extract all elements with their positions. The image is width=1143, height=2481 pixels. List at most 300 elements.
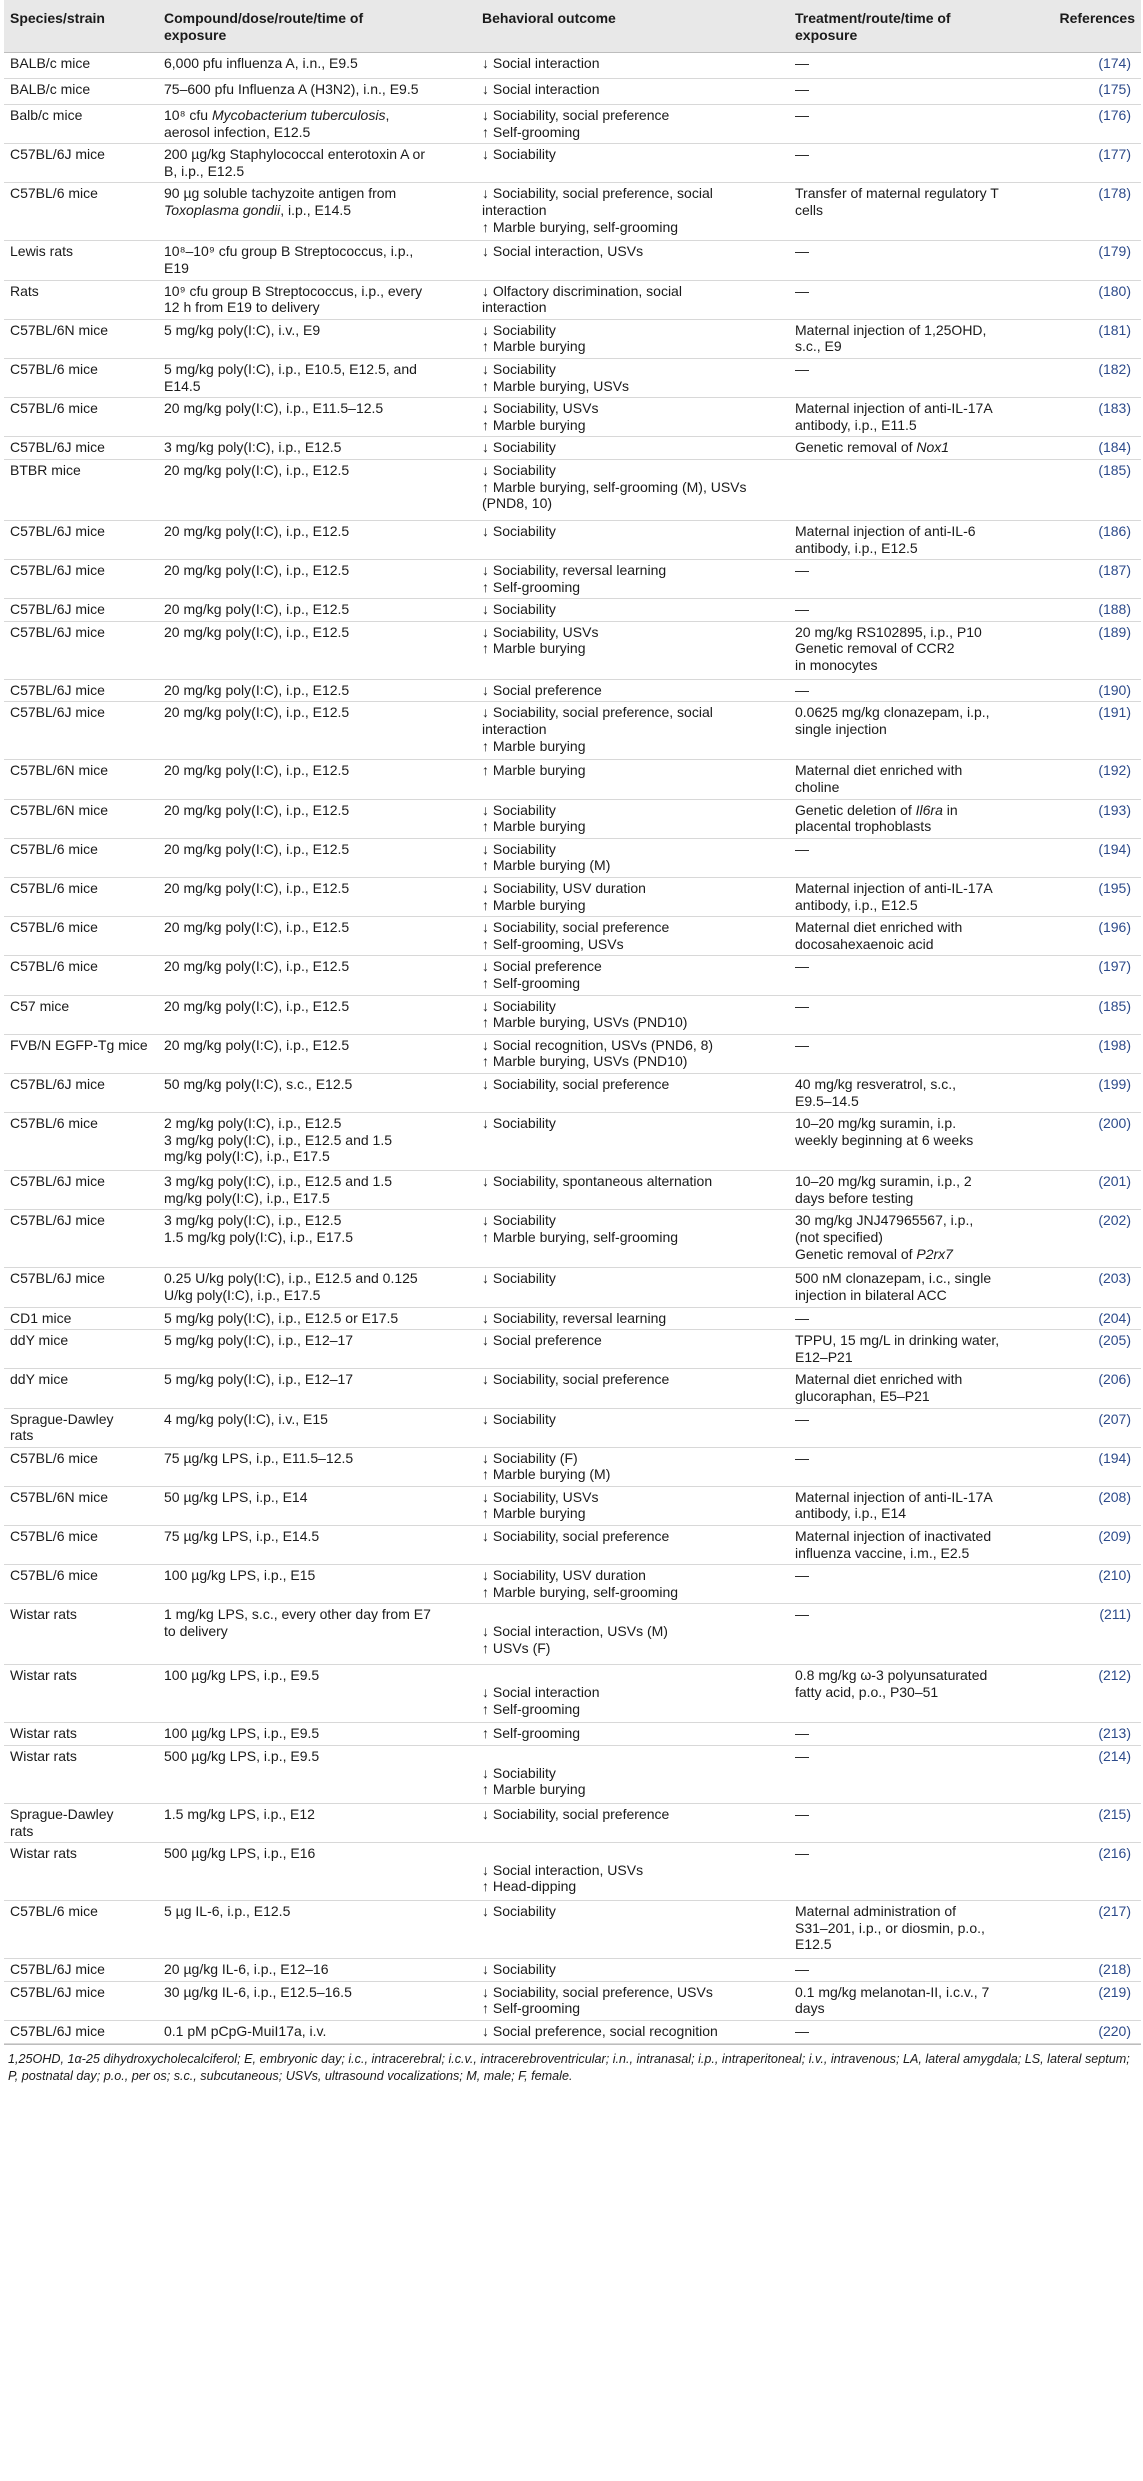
table-row [4, 1901, 1141, 1959]
cell-compound: 0.1 pM pCpG-MuiI17a, i.v. [158, 2021, 476, 2044]
cell-species: C57BL/6J mice [4, 599, 158, 622]
cell-behavior: ↓ Sociability (F) ↑ Marble burying (M) [476, 1447, 789, 1486]
cell-species: C57BL/6 mice [4, 917, 158, 956]
cell-treatment: — [789, 1034, 1053, 1073]
cell-treatment: 20 mg/kg RS102895, i.p., P10 Genetic removal of CCR2 in monocytes [789, 621, 1053, 679]
table-row [4, 1723, 1141, 1746]
cell-reference: (183) [1053, 398, 1141, 437]
cell-behavior: ↓ Sociability ↑ Marble burying, self-grooming (M), USVs (PND8, 10) [476, 459, 789, 520]
header-references: References [1053, 0, 1141, 53]
table-row [4, 358, 1141, 397]
cell-compound: 20 mg/kg poly(I:C), i.p., E12.5 [158, 560, 476, 599]
table-row [4, 1307, 1141, 1330]
cell-treatment: Maternal injection of 1,25OHD, s.c., E9 [789, 319, 1053, 358]
cell-reference: (194) [1053, 1447, 1141, 1486]
header-species: Species/strain [4, 0, 158, 53]
cell-behavior: ↓ Sociability ↑ Marble burying [476, 319, 789, 358]
table-row [4, 398, 1141, 437]
cell-behavior: ↓ Sociability, USVs ↑ Marble burying [476, 1486, 789, 1525]
cell-compound: 20 mg/kg poly(I:C), i.p., E12.5 [158, 838, 476, 877]
cell-species: Sprague-Dawley rats [4, 1408, 158, 1447]
cell-reference: (202) [1053, 1210, 1141, 1268]
cell-reference: (178) [1053, 183, 1141, 241]
cell-reference: (176) [1053, 105, 1141, 144]
cell-reference: (210) [1053, 1565, 1141, 1604]
cell-species: C57BL/6 mice [4, 1113, 158, 1171]
cell-behavior: ↓ Social interaction, USVs (M) ↑ USVs (F) [476, 1604, 789, 1665]
cell-treatment: — [789, 995, 1053, 1034]
table-row [4, 1330, 1141, 1369]
cell-reference: (191) [1053, 702, 1141, 760]
cell-treatment: — [789, 1723, 1053, 1746]
cell-compound: 5 µg IL-6, i.p., E12.5 [158, 1901, 476, 1959]
cell-reference: (216) [1053, 1843, 1141, 1901]
cell-species: C57BL/6J mice [4, 702, 158, 760]
header-compound: Compound/dose/route/time of exposure [158, 0, 476, 53]
cell-species: Wistar rats [4, 1746, 158, 1804]
cell-treatment: — [789, 1843, 1053, 1901]
cell-species: Sprague-Dawley rats [4, 1804, 158, 1843]
cell-behavior: ↓ Sociability, social preference [476, 1073, 789, 1112]
cell-reference: (209) [1053, 1526, 1141, 1565]
cell-treatment: — [789, 1746, 1053, 1804]
cell-reference: (194) [1053, 838, 1141, 877]
cell-reference: (186) [1053, 520, 1141, 559]
cell-compound: 50 µg/kg LPS, i.p., E14 [158, 1486, 476, 1525]
table-footnote: 1,25OHD, 1α-25 dihydroxycholecalciferol; E, embryonic day; i.c., intracerebral; i.c.v., intracerebroventricular; i.n., intranasal; i.p., intraperitoneal; i.v., intravenous; LA, lateral amygdala; LS, lateral septum; P, postnatal day; p.o., per os; s.c., subcutaneous; USVs, ultrasound vocalizations; M, male; F, female. [4, 2044, 1141, 2085]
cell-treatment: Maternal diet enriched with choline [789, 760, 1053, 799]
cell-behavior: ↓ Sociability, social preference, social interaction ↑ Marble burying [476, 702, 789, 760]
table-row [4, 1804, 1141, 1843]
table-row [4, 1486, 1141, 1525]
cell-treatment: Maternal diet enriched with glucoraphan, E5–P21 [789, 1369, 1053, 1408]
cell-reference: (200) [1053, 1113, 1141, 1171]
cell-reference: (187) [1053, 560, 1141, 599]
cell-species: C57BL/6J mice [4, 437, 158, 460]
cell-reference: (206) [1053, 1369, 1141, 1408]
cell-species: Wistar rats [4, 1604, 158, 1665]
table-row [4, 917, 1141, 956]
cell-compound: 20 mg/kg poly(I:C), i.p., E12.5 [158, 599, 476, 622]
cell-compound: 20 µg/kg IL-6, i.p., E12–16 [158, 1959, 476, 1982]
cell-reference: (192) [1053, 760, 1141, 799]
cell-behavior: ↓ Social preference ↑ Self-grooming [476, 956, 789, 995]
cell-reference: (215) [1053, 1804, 1141, 1843]
table-row [4, 599, 1141, 622]
cell-behavior: ↓ Sociability, spontaneous alternation [476, 1171, 789, 1210]
table-row [4, 1369, 1141, 1408]
cell-treatment: — [789, 280, 1053, 319]
cell-reference: (199) [1053, 1073, 1141, 1112]
table-row [4, 878, 1141, 917]
cell-compound: 20 mg/kg poly(I:C), i.p., E12.5 [158, 878, 476, 917]
table-row [4, 1959, 1141, 1982]
header-treatment: Treatment/route/time of exposure [789, 0, 1053, 53]
table-row [4, 53, 1141, 79]
table-row [4, 1210, 1141, 1268]
cell-behavior: ↓ Social interaction [476, 79, 789, 105]
cell-compound: 75 µg/kg LPS, i.p., E11.5–12.5 [158, 1447, 476, 1486]
cell-treatment: — [789, 241, 1053, 280]
cell-treatment: Maternal injection of anti-IL-17A antibody, i.p., E12.5 [789, 878, 1053, 917]
cell-reference: (189) [1053, 621, 1141, 679]
cell-species: Lewis rats [4, 241, 158, 280]
cell-species: Balb/c mice [4, 105, 158, 144]
cell-species: C57BL/6 mice [4, 878, 158, 917]
cell-reference: (217) [1053, 1901, 1141, 1959]
cell-treatment: — [789, 1408, 1053, 1447]
cell-species: C57BL/6J mice [4, 1210, 158, 1268]
data-table [4, 0, 1141, 2044]
cell-reference: (207) [1053, 1408, 1141, 1447]
table-row [4, 105, 1141, 144]
cell-species: C57BL/6 mice [4, 1565, 158, 1604]
cell-behavior: ↓ Sociability, USV duration ↑ Marble burying, self-grooming [476, 1565, 789, 1604]
table-row [4, 1268, 1141, 1307]
cell-species: C57BL/6 mice [4, 183, 158, 241]
cell-species: C57BL/6J mice [4, 1268, 158, 1307]
cell-behavior: ↓ Sociability, social preference ↑ Self-grooming [476, 105, 789, 144]
cell-treatment: Maternal injection of anti-IL-17A antibody, i.p., E11.5 [789, 398, 1053, 437]
cell-compound: 20 mg/kg poly(I:C), i.p., E12.5 [158, 459, 476, 520]
cell-compound: 100 µg/kg LPS, i.p., E9.5 [158, 1723, 476, 1746]
table-row [4, 459, 1141, 520]
table-row [4, 1665, 1141, 1723]
cell-behavior: ↓ Sociability [476, 437, 789, 460]
cell-compound: 20 mg/kg poly(I:C), i.p., E12.5 [158, 1034, 476, 1073]
cell-compound: 5 mg/kg poly(I:C), i.p., E12–17 [158, 1369, 476, 1408]
cell-compound: 200 µg/kg Staphylococcal enterotoxin A or B, i.p., E12.5 [158, 144, 476, 183]
table-row [4, 799, 1141, 838]
table-row [4, 1526, 1141, 1565]
cell-behavior: ↓ Sociability ↑ Marble burying (M) [476, 838, 789, 877]
cell-reference: (203) [1053, 1268, 1141, 1307]
table-row [4, 621, 1141, 679]
cell-treatment: — [789, 599, 1053, 622]
cell-treatment: Maternal injection of anti-IL-17A antibody, i.p., E14 [789, 1486, 1053, 1525]
cell-behavior: ↓ Sociability [476, 1408, 789, 1447]
cell-treatment: Maternal injection of inactivated influenza vaccine, i.m., E2.5 [789, 1526, 1053, 1565]
cell-compound: 20 mg/kg poly(I:C), i.p., E12.5 [158, 995, 476, 1034]
cell-behavior: ↓ Social interaction, USVs [476, 241, 789, 280]
cell-treatment: — [789, 1565, 1053, 1604]
cell-reference: (175) [1053, 79, 1141, 105]
cell-behavior: ↓ Sociability, social preference [476, 1369, 789, 1408]
cell-species: Rats [4, 280, 158, 319]
cell-compound: 5 mg/kg poly(I:C), i.p., E10.5, E12.5, and E14.5 [158, 358, 476, 397]
cell-reference: (205) [1053, 1330, 1141, 1369]
cell-reference: (180) [1053, 280, 1141, 319]
cell-species: C57BL/6J mice [4, 560, 158, 599]
cell-treatment: — [789, 1804, 1053, 1843]
cell-compound: 6,000 pfu influenza A, i.n., E9.5 [158, 53, 476, 79]
cell-compound: 0.25 U/kg poly(I:C), i.p., E12.5 and 0.125 U/kg poly(I:C), i.p., E17.5 [158, 1268, 476, 1307]
cell-species: C57BL/6 mice [4, 1901, 158, 1959]
cell-reference: (219) [1053, 1981, 1141, 2020]
cell-behavior: ↓ Sociability [476, 1268, 789, 1307]
cell-behavior: ↓ Social preference [476, 1330, 789, 1369]
cell-reference: (213) [1053, 1723, 1141, 1746]
cell-behavior: ↓ Sociability, social preference, social interaction ↑ Marble burying, self-grooming [476, 183, 789, 241]
header-behavior: Behavioral outcome [476, 0, 789, 53]
cell-compound: 100 µg/kg LPS, i.p., E9.5 [158, 1665, 476, 1723]
cell-compound: 500 µg/kg LPS, i.p., E9.5 [158, 1746, 476, 1804]
cell-species: C57BL/6J mice [4, 679, 158, 702]
cell-treatment: Genetic removal of Nox1 [789, 437, 1053, 460]
cell-species: ddY mice [4, 1330, 158, 1369]
table-row [4, 183, 1141, 241]
cell-species: ddY mice [4, 1369, 158, 1408]
cell-species: C57BL/6J mice [4, 144, 158, 183]
table-row [4, 1447, 1141, 1486]
cell-reference: (196) [1053, 917, 1141, 956]
cell-treatment: — [789, 144, 1053, 183]
table-row [4, 1408, 1141, 1447]
cell-treatment: — [789, 679, 1053, 702]
cell-compound: 90 µg soluble tachyzoite antigen from Toxoplasma gondii, i.p., E14.5 [158, 183, 476, 241]
cell-behavior: ↓ Social recognition, USVs (PND6, 8) ↑ Marble burying, USVs (PND10) [476, 1034, 789, 1073]
cell-treatment: 0.8 mg/kg ω-3 polyunsaturated fatty acid, p.o., P30–51 [789, 1665, 1053, 1723]
table-row [4, 79, 1141, 105]
cell-species: C57BL/6 mice [4, 358, 158, 397]
cell-compound: 10⁸–10⁹ cfu group B Streptococcus, i.p., E19 [158, 241, 476, 280]
table-row [4, 1073, 1141, 1112]
cell-compound: 75 µg/kg LPS, i.p., E14.5 [158, 1526, 476, 1565]
cell-compound: 100 µg/kg LPS, i.p., E15 [158, 1565, 476, 1604]
cell-compound: 10⁸ cfu Mycobacterium tuberculosis, aerosol infection, E12.5 [158, 105, 476, 144]
cell-treatment: Genetic deletion of Il6ra in placental trophoblasts [789, 799, 1053, 838]
cell-compound: 500 µg/kg LPS, i.p., E16 [158, 1843, 476, 1901]
cell-reference: (181) [1053, 319, 1141, 358]
cell-reference: (190) [1053, 679, 1141, 702]
cell-reference: (179) [1053, 241, 1141, 280]
cell-species: C57BL/6J mice [4, 2021, 158, 2044]
table-row [4, 760, 1141, 799]
cell-treatment: 500 nM clonazepam, i.c., single injection in bilateral ACC [789, 1268, 1053, 1307]
cell-treatment: 40 mg/kg resveratrol, s.c., E9.5–14.5 [789, 1073, 1053, 1112]
table-row [4, 838, 1141, 877]
cell-species: C57BL/6 mice [4, 1526, 158, 1565]
cell-reference: (188) [1053, 599, 1141, 622]
cell-species: C57BL/6J mice [4, 1073, 158, 1112]
cell-species: C57BL/6N mice [4, 760, 158, 799]
cell-compound: 50 mg/kg poly(I:C), s.c., E12.5 [158, 1073, 476, 1112]
cell-treatment: — [789, 79, 1053, 105]
cell-compound: 1.5 mg/kg LPS, i.p., E12 [158, 1804, 476, 1843]
cell-compound: 20 mg/kg poly(I:C), i.p., E12.5 [158, 679, 476, 702]
cell-behavior: ↓ Olfactory discrimination, social interaction [476, 280, 789, 319]
table-header [4, 0, 1141, 53]
table-row [4, 437, 1141, 460]
table-row [4, 1171, 1141, 1210]
table-row [4, 280, 1141, 319]
cell-species: C57BL/6 mice [4, 956, 158, 995]
table-row [4, 1113, 1141, 1171]
cell-treatment: Maternal injection of anti-IL-6 antibody, i.p., E12.5 [789, 520, 1053, 559]
cell-treatment: Maternal administration of S31–201, i.p., or diosmin, p.o., E12.5 [789, 1901, 1053, 1959]
cell-species: C57BL/6N mice [4, 1486, 158, 1525]
cell-treatment: — [789, 838, 1053, 877]
cell-behavior: ↓ Sociability [476, 599, 789, 622]
table-row [4, 1843, 1141, 1901]
cell-species: C57 mice [4, 995, 158, 1034]
cell-behavior: ↓ Social preference, social recognition [476, 2021, 789, 2044]
table-body [4, 53, 1141, 2044]
cell-species: C57BL/6N mice [4, 319, 158, 358]
cell-behavior: ↓ Sociability, reversal learning ↑ Self-grooming [476, 560, 789, 599]
table-row [4, 241, 1141, 280]
cell-species: BALB/c mice [4, 53, 158, 79]
cell-compound: 5 mg/kg poly(I:C), i.p., E12–17 [158, 1330, 476, 1369]
cell-reference: (195) [1053, 878, 1141, 917]
cell-species: BTBR mice [4, 459, 158, 520]
cell-behavior: ↓ Social preference [476, 679, 789, 702]
cell-behavior: ↓ Sociability, social preference [476, 1526, 789, 1565]
cell-reference: (177) [1053, 144, 1141, 183]
cell-behavior: ↓ Sociability ↑ Marble burying [476, 1746, 789, 1804]
cell-treatment: 10–20 mg/kg suramin, i.p. weekly beginning at 6 weeks [789, 1113, 1053, 1171]
cell-compound: 2 mg/kg poly(I:C), i.p., E12.5 3 mg/kg poly(I:C), i.p., E12.5 and 1.5 mg/kg poly(I:C), i.p., E17.5 [158, 1113, 476, 1171]
cell-reference: (208) [1053, 1486, 1141, 1525]
cell-treatment: — [789, 2021, 1053, 2044]
cell-species: C57BL/6 mice [4, 398, 158, 437]
cell-behavior: ↓ Social interaction ↑ Self-grooming [476, 1665, 789, 1723]
cell-treatment: — [789, 956, 1053, 995]
table-row [4, 560, 1141, 599]
cell-species: C57BL/6N mice [4, 799, 158, 838]
cell-species: C57BL/6J mice [4, 520, 158, 559]
cell-compound: 10⁹ cfu group B Streptococcus, i.p., every 12 h from E19 to delivery [158, 280, 476, 319]
table-row [4, 520, 1141, 559]
cell-compound: 20 mg/kg poly(I:C), i.p., E12.5 [158, 760, 476, 799]
cell-reference: (182) [1053, 358, 1141, 397]
table-row [4, 1981, 1141, 2020]
cell-species: C57BL/6J mice [4, 1171, 158, 1210]
cell-behavior: ↑ Marble burying [476, 760, 789, 799]
cell-compound: 3 mg/kg poly(I:C), i.p., E12.5 [158, 437, 476, 460]
cell-treatment: — [789, 358, 1053, 397]
cell-species: Wistar rats [4, 1665, 158, 1723]
cell-behavior: ↓ Social interaction, USVs ↑ Head-dipping [476, 1843, 789, 1901]
cell-treatment: 10–20 mg/kg suramin, i.p., 2 days before testing [789, 1171, 1053, 1210]
cell-compound: 20 mg/kg poly(I:C), i.p., E12.5 [158, 956, 476, 995]
cell-behavior: ↑ Self-grooming [476, 1723, 789, 1746]
cell-behavior: ↓ Social interaction [476, 53, 789, 79]
cell-species: C57BL/6J mice [4, 621, 158, 679]
cell-compound: 20 mg/kg poly(I:C), i.p., E12.5 [158, 799, 476, 838]
table-row [4, 995, 1141, 1034]
cell-treatment: 30 mg/kg JNJ47965567, i.p., (not specified) Genetic removal of P2rx7 [789, 1210, 1053, 1268]
cell-treatment: TPPU, 15 mg/L in drinking water, E12–P21 [789, 1330, 1053, 1369]
cell-compound: 30 µg/kg IL-6, i.p., E12.5–16.5 [158, 1981, 476, 2020]
cell-reference: (218) [1053, 1959, 1141, 1982]
cell-reference: (220) [1053, 2021, 1141, 2044]
cell-treatment [789, 459, 1053, 520]
cell-behavior: ↓ Sociability ↑ Marble burying [476, 799, 789, 838]
table-row [4, 1565, 1141, 1604]
cell-compound: 20 mg/kg poly(I:C), i.p., E11.5–12.5 [158, 398, 476, 437]
cell-compound: 20 mg/kg poly(I:C), i.p., E12.5 [158, 621, 476, 679]
cell-reference: (198) [1053, 1034, 1141, 1073]
cell-behavior: ↓ Sociability, USVs ↑ Marble burying [476, 398, 789, 437]
table-row [4, 679, 1141, 702]
cell-compound: 5 mg/kg poly(I:C), i.p., E12.5 or E17.5 [158, 1307, 476, 1330]
cell-treatment: Transfer of maternal regulatory T cells [789, 183, 1053, 241]
cell-treatment: — [789, 1959, 1053, 1982]
cell-reference: (184) [1053, 437, 1141, 460]
cell-treatment: 0.1 mg/kg melanotan-II, i.c.v., 7 days [789, 1981, 1053, 2020]
cell-behavior: ↓ Sociability ↑ Marble burying, USVs [476, 358, 789, 397]
table-row [4, 144, 1141, 183]
table-row [4, 1746, 1141, 1804]
table-row [4, 1604, 1141, 1665]
cell-species: Wistar rats [4, 1843, 158, 1901]
cell-behavior: ↓ Sociability, social preference [476, 1804, 789, 1843]
cell-treatment: — [789, 1307, 1053, 1330]
cell-species: C57BL/6 mice [4, 838, 158, 877]
cell-compound: 75–600 pfu Influenza A (H3N2), i.n., E9.5 [158, 79, 476, 105]
cell-compound: 20 mg/kg poly(I:C), i.p., E12.5 [158, 702, 476, 760]
cell-compound: 3 mg/kg poly(I:C), i.p., E12.5 and 1.5 mg/kg poly(I:C), i.p., E17.5 [158, 1171, 476, 1210]
cell-treatment: 0.0625 mg/kg clonazepam, i.p., single injection [789, 702, 1053, 760]
cell-behavior: ↓ Sociability, USVs ↑ Marble burying [476, 621, 789, 679]
cell-behavior: ↓ Sociability [476, 1901, 789, 1959]
cell-treatment: — [789, 105, 1053, 144]
cell-treatment: — [789, 1447, 1053, 1486]
cell-compound: 20 mg/kg poly(I:C), i.p., E12.5 [158, 917, 476, 956]
cell-species: C57BL/6J mice [4, 1959, 158, 1982]
cell-compound: 20 mg/kg poly(I:C), i.p., E12.5 [158, 520, 476, 559]
cell-compound: 4 mg/kg poly(I:C), i.v., E15 [158, 1408, 476, 1447]
cell-compound: 3 mg/kg poly(I:C), i.p., E12.5 1.5 mg/kg poly(I:C), i.p., E17.5 [158, 1210, 476, 1268]
cell-behavior: ↓ Sociability [476, 1113, 789, 1171]
cell-behavior: ↓ Sociability, USV duration ↑ Marble burying [476, 878, 789, 917]
cell-treatment: — [789, 53, 1053, 79]
cell-species: C57BL/6J mice [4, 1981, 158, 2020]
cell-treatment: — [789, 560, 1053, 599]
cell-compound: 5 mg/kg poly(I:C), i.v., E9 [158, 319, 476, 358]
table-row [4, 2021, 1141, 2044]
cell-behavior: ↓ Sociability [476, 520, 789, 559]
cell-behavior: ↓ Sociability ↑ Marble burying, self-grooming [476, 1210, 789, 1268]
cell-reference: (197) [1053, 956, 1141, 995]
cell-reference: (212) [1053, 1665, 1141, 1723]
header-row [4, 0, 1141, 53]
table-row [4, 1034, 1141, 1073]
table-row [4, 319, 1141, 358]
cell-behavior: ↓ Sociability, social preference, USVs ↑ Self-grooming [476, 1981, 789, 2020]
cell-reference: (204) [1053, 1307, 1141, 1330]
cell-treatment: Maternal diet enriched with docosahexaenoic acid [789, 917, 1053, 956]
cell-behavior: ↓ Sociability [476, 144, 789, 183]
cell-species: C57BL/6 mice [4, 1447, 158, 1486]
cell-compound: 1 mg/kg LPS, s.c., every other day from E7 to delivery [158, 1604, 476, 1665]
cell-treatment: — [789, 1604, 1053, 1665]
cell-behavior: ↓ Sociability [476, 1959, 789, 1982]
cell-species: BALB/c mice [4, 79, 158, 105]
cell-behavior: ↓ Sociability, social preference ↑ Self-grooming, USVs [476, 917, 789, 956]
cell-reference: (185) [1053, 459, 1141, 520]
cell-reference: (185) [1053, 995, 1141, 1034]
cell-reference: (211) [1053, 1604, 1141, 1665]
cell-species: CD1 mice [4, 1307, 158, 1330]
cell-reference: (201) [1053, 1171, 1141, 1210]
cell-species: Wistar rats [4, 1723, 158, 1746]
table-row [4, 702, 1141, 760]
cell-species: FVB/N EGFP-Tg mice [4, 1034, 158, 1073]
cell-reference: (193) [1053, 799, 1141, 838]
cell-reference: (174) [1053, 53, 1141, 79]
